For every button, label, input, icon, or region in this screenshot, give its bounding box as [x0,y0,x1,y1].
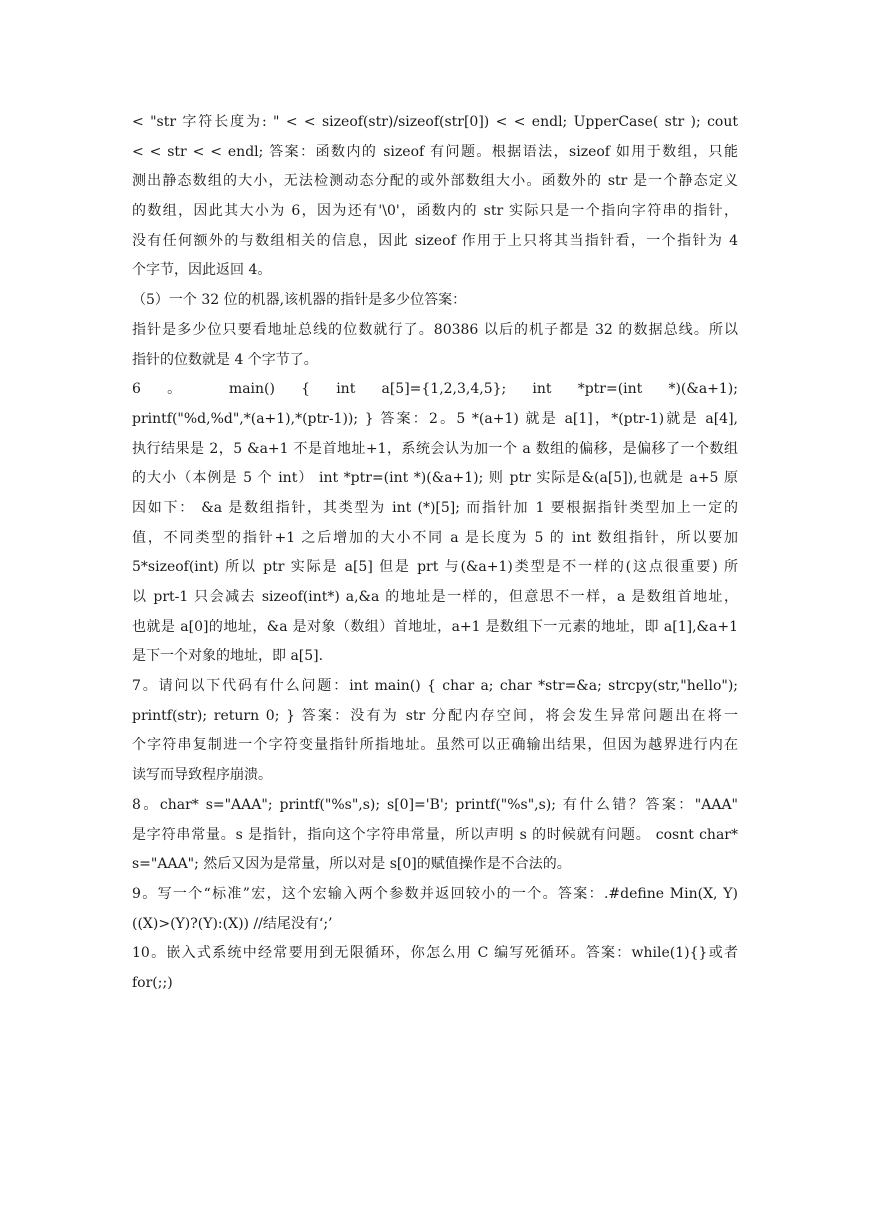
text-line: printf("%d,%d",*(a+1),*(ptr-1)); } 答案：2。5 *(a+1) 就是 a[1]，*(ptr-1)就是 a[4], [132,410,738,427]
text-line: s="AAA"; 然后又因为是常量，所以对是 s[0]的赋值操作是不合法的。 [132,856,571,873]
text-line: 个字节，因此返回 4。 [132,262,272,279]
text-line: 读写而导致程序崩溃。 [132,767,272,784]
text-line: < "str 字符长度为: " < < sizeof(str)/sizeof(str[0]) < < endl; UpperCase( str ); cout [132,114,738,130]
text-line: ((X)>(Y)?(Y):(X)) //结尾没有‘;’ [132,915,333,932]
text-line: 也就是 a[0]的地址，&a 是对象（数组）首地址，a+1 是数组下一元素的地址，即 a[1],&a+1 [132,618,738,635]
text-line: 是字符串常量。s 是指针，指向这个字符串常量，所以声明 s 的时候就有问题。 cosnt char* [132,826,738,843]
text-line: 6 。 main() { int a[5]={1,2,3,4,5}; int *ptr=(int *)(&a+1); [132,381,738,398]
text-line: 的大小（本例是 5 个 int） int *ptr=(int *)(&a+1); 则 ptr 实际是&(a[5]),也就是 a+5 原 [132,470,738,487]
text-line: 7。请问以下代码有什么问题：int main() { char a; char *str=&a; strcpy(str,"hello"); [132,678,738,695]
text-line: < < str < < endl; 答案：函数内的 sizeof 有问题。根据语法，sizeof 如用于数组，只能 [132,143,738,160]
text-line: 是下一个对象的地址，即 a[5]. [132,648,324,665]
text-line: 指针的位数就是 4 个字节了。 [132,351,318,368]
text-line: 以 prt-1 只会减去 sizeof(int*) a,&a 的地址是一样的，但意思不一样，a 是数组首地址， [132,589,738,605]
text-line: for(;;) [132,974,173,991]
text-line: printf(str); return 0; } 答案：没有为 str 分配内存空间，将会发生异常问题出在将一 [132,707,738,724]
text-line: 没有任何额外的与数组相关的信息，因此 sizeof 作用于上只将其当指针看，一个指针为 4 [132,232,738,249]
text-line: 测出静态数组的大小，无法检测动态分配的或外部数组大小。函数外的 str 是一个静态定义 [132,173,738,190]
text-line: 10。嵌入式系统中经常要用到无限循环，你怎么用 C 编写死循环。答案：while(1){}或者 [132,945,738,962]
text-line: 的数组，因此其大小为 6，因为还有'\0'，函数内的 str 实际只是一个指向字符串的指针， [132,203,738,220]
text-line: 执行结果是 2，5 &a+1 不是首地址+1，系统会认为加一个 a 数组的偏移，是偏移了一个数组 [132,440,738,457]
text-line: 个字符串复制进一个字符变量指针所指地址。虽然可以正确输出结果，但因为越界进行内在 [132,737,738,754]
text-line: 8。char* s="AAA"; printf("%s",s); s[0]='B'; printf("%s",s); 有什么错？答案："AAA" [132,796,738,813]
text-line: 9。写一个“标准”宏，这个宏输入两个参数并返回较小的一个。答案：.#define Min(X, Y) [132,885,738,902]
text-line: 值，不同类型的指针+1 之后增加的大小不同 a 是长度为 5 的 int 数组指针，所以要加 [132,529,738,546]
text-line: 因如下： &a 是数组指针，其类型为 int (*)[5]; 而指针加 1 要根据指针类型加上一定的 [132,499,738,516]
text-line: 指针是多少位只要看地址总线的位数就行了。80386 以后的机子都是 32 的数据总线。所以 [132,321,738,338]
document-body [132,108,738,999]
text-line: （5）一个 32 位的机器,该机器的指针是多少位答案： [132,292,467,309]
text-line: 5*sizeof(int) 所以 ptr 实际是 a[5] 但是 prt 与(&a+1)类型是不一样的(这点很重要) 所 [132,559,738,576]
